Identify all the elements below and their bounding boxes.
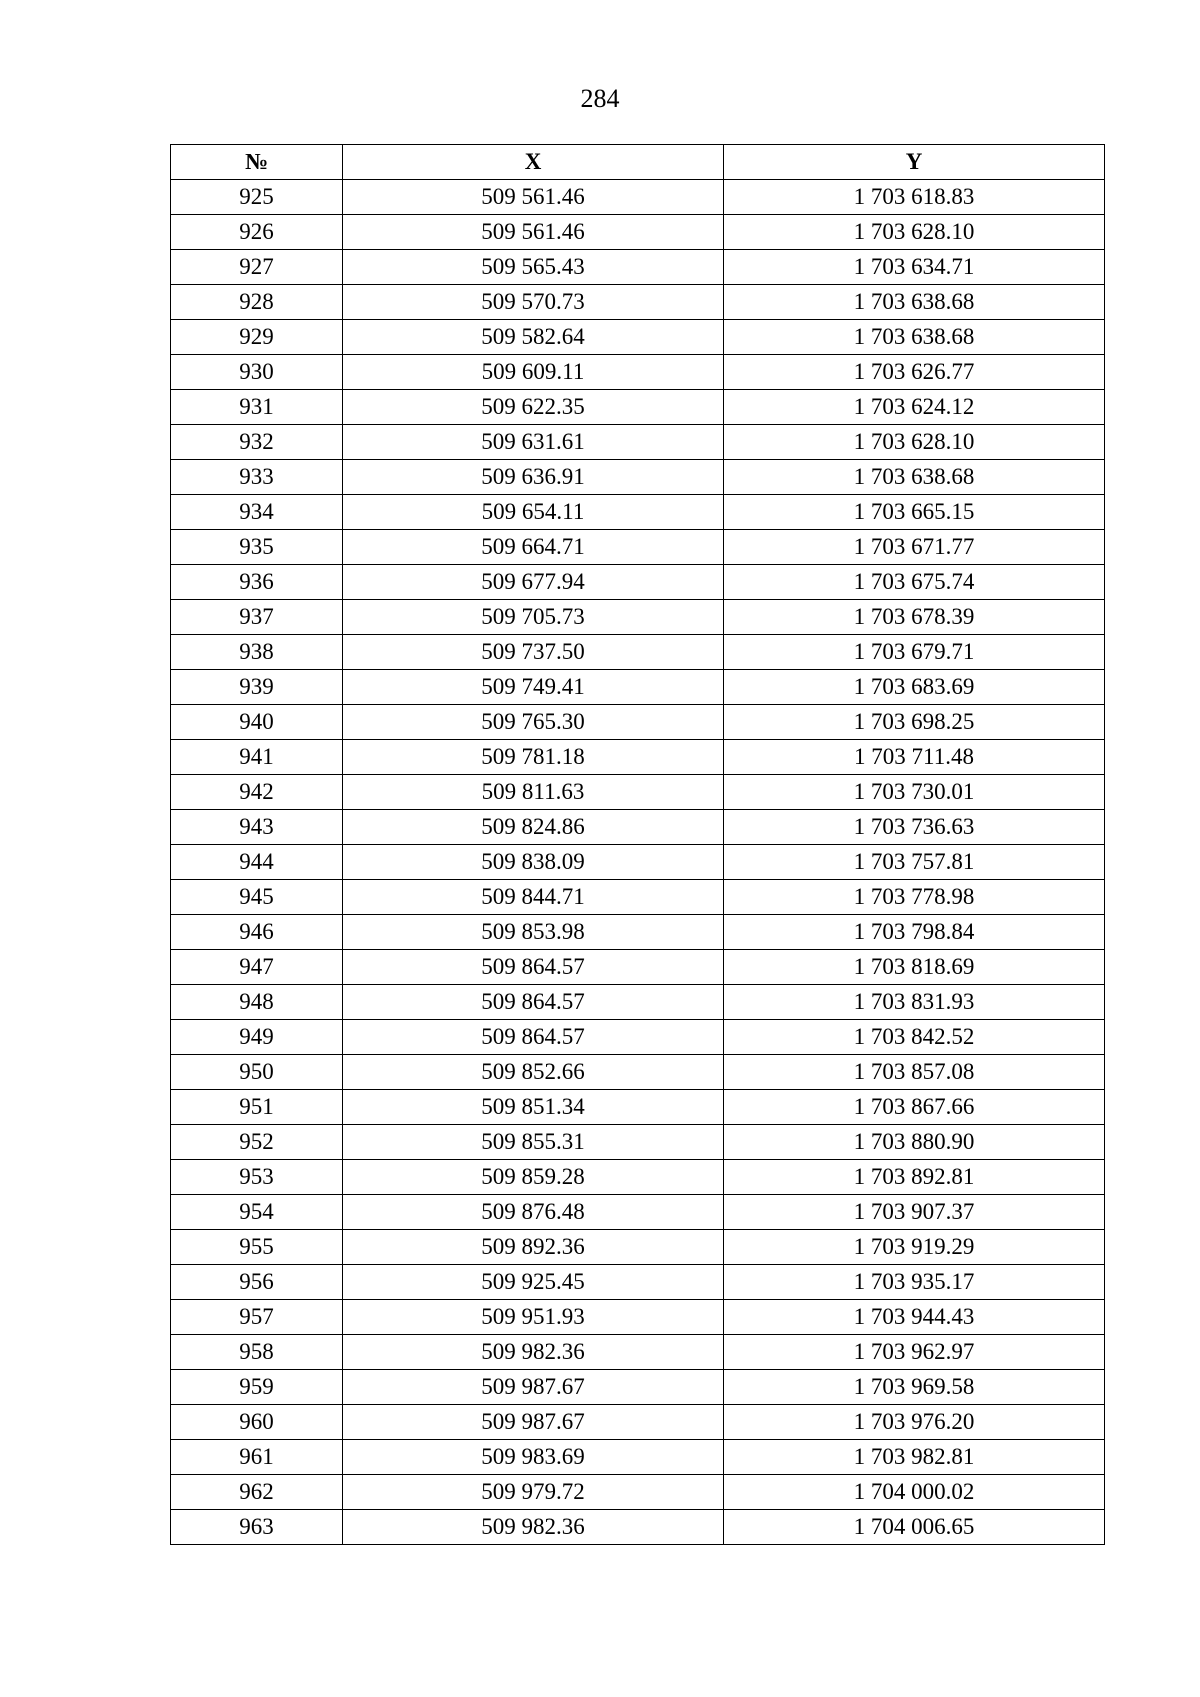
cell-number: 961 [171, 1440, 343, 1475]
cell-y: 1 703 757.81 [724, 845, 1105, 880]
cell-y: 1 703 982.81 [724, 1440, 1105, 1475]
cell-number: 960 [171, 1405, 343, 1440]
cell-x: 509 654.11 [343, 495, 724, 530]
cell-y: 1 703 671.77 [724, 530, 1105, 565]
cell-y: 1 703 976.20 [724, 1405, 1105, 1440]
cell-x: 509 925.45 [343, 1265, 724, 1300]
table-body [171, 180, 1105, 1545]
table-row [171, 1195, 1105, 1230]
cell-y: 1 703 919.29 [724, 1230, 1105, 1265]
cell-x: 509 864.57 [343, 1020, 724, 1055]
cell-number: 942 [171, 775, 343, 810]
table-header [171, 145, 1105, 180]
cell-x: 509 859.28 [343, 1160, 724, 1195]
cell-number: 943 [171, 810, 343, 845]
cell-x: 509 851.34 [343, 1090, 724, 1125]
table-row [171, 1090, 1105, 1125]
cell-number: 937 [171, 600, 343, 635]
cell-y: 1 703 679.71 [724, 635, 1105, 670]
cell-number: 949 [171, 1020, 343, 1055]
cell-x: 509 781.18 [343, 740, 724, 775]
cell-y: 1 703 962.97 [724, 1335, 1105, 1370]
table-row [171, 915, 1105, 950]
cell-y: 1 703 969.58 [724, 1370, 1105, 1405]
table-row [171, 530, 1105, 565]
cell-y: 1 703 818.69 [724, 950, 1105, 985]
header-number: № [171, 145, 343, 180]
cell-x: 509 609.11 [343, 355, 724, 390]
cell-y: 1 703 907.37 [724, 1195, 1105, 1230]
cell-y: 1 703 638.68 [724, 285, 1105, 320]
cell-number: 948 [171, 985, 343, 1020]
cell-number: 950 [171, 1055, 343, 1090]
cell-y: 1 703 638.68 [724, 320, 1105, 355]
cell-number: 947 [171, 950, 343, 985]
table-row [171, 845, 1105, 880]
header-row [171, 145, 1105, 180]
cell-x: 509 811.63 [343, 775, 724, 810]
cell-number: 925 [171, 180, 343, 215]
cell-x: 509 864.57 [343, 950, 724, 985]
table-row [171, 285, 1105, 320]
table-row [171, 1160, 1105, 1195]
table-row [171, 775, 1105, 810]
table-row [171, 460, 1105, 495]
table-row [171, 355, 1105, 390]
cell-number: 929 [171, 320, 343, 355]
cell-x: 509 979.72 [343, 1475, 724, 1510]
cell-x: 509 582.64 [343, 320, 724, 355]
cell-number: 962 [171, 1475, 343, 1510]
cell-y: 1 703 944.43 [724, 1300, 1105, 1335]
cell-x: 509 838.09 [343, 845, 724, 880]
cell-x: 509 622.35 [343, 390, 724, 425]
table-row [171, 495, 1105, 530]
cell-number: 945 [171, 880, 343, 915]
cell-y: 1 704 006.65 [724, 1510, 1105, 1545]
cell-y: 1 703 618.83 [724, 180, 1105, 215]
cell-y: 1 703 842.52 [724, 1020, 1105, 1055]
cell-number: 938 [171, 635, 343, 670]
cell-y: 1 703 634.71 [724, 250, 1105, 285]
cell-x: 509 765.30 [343, 705, 724, 740]
cell-x: 509 561.46 [343, 215, 724, 250]
cell-y: 1 703 665.15 [724, 495, 1105, 530]
cell-number: 953 [171, 1160, 343, 1195]
cell-y: 1 703 831.93 [724, 985, 1105, 1020]
cell-number: 963 [171, 1510, 343, 1545]
cell-y: 1 703 730.01 [724, 775, 1105, 810]
cell-y: 1 703 935.17 [724, 1265, 1105, 1300]
cell-x: 509 631.61 [343, 425, 724, 460]
cell-x: 509 570.73 [343, 285, 724, 320]
cell-number: 939 [171, 670, 343, 705]
page-number: 284 [580, 84, 620, 113]
table-row [171, 1335, 1105, 1370]
cell-y: 1 704 000.02 [724, 1475, 1105, 1510]
cell-number: 935 [171, 530, 343, 565]
cell-x: 509 876.48 [343, 1195, 724, 1230]
cell-y: 1 703 638.68 [724, 460, 1105, 495]
cell-x: 509 864.57 [343, 985, 724, 1020]
table-row [171, 1405, 1105, 1440]
cell-x: 509 951.93 [343, 1300, 724, 1335]
cell-y: 1 703 698.25 [724, 705, 1105, 740]
cell-number: 944 [171, 845, 343, 880]
table-row [171, 705, 1105, 740]
table-row [171, 215, 1105, 250]
table-row [171, 740, 1105, 775]
cell-y: 1 703 624.12 [724, 390, 1105, 425]
cell-number: 952 [171, 1125, 343, 1160]
cell-y: 1 703 857.08 [724, 1055, 1105, 1090]
cell-x: 509 853.98 [343, 915, 724, 950]
cell-x: 509 844.71 [343, 880, 724, 915]
cell-number: 959 [171, 1370, 343, 1405]
cell-x: 509 855.31 [343, 1125, 724, 1160]
table-row [171, 600, 1105, 635]
table-row [171, 1510, 1105, 1545]
table-row [171, 810, 1105, 845]
cell-x: 509 892.36 [343, 1230, 724, 1265]
cell-number: 956 [171, 1265, 343, 1300]
cell-x: 509 982.36 [343, 1335, 724, 1370]
cell-x: 509 987.67 [343, 1370, 724, 1405]
cell-y: 1 703 626.77 [724, 355, 1105, 390]
table-row [171, 1475, 1105, 1510]
cell-y: 1 703 683.69 [724, 670, 1105, 705]
cell-x: 509 983.69 [343, 1440, 724, 1475]
table-row [171, 950, 1105, 985]
cell-number: 954 [171, 1195, 343, 1230]
cell-number: 930 [171, 355, 343, 390]
table-row [171, 1440, 1105, 1475]
cell-y: 1 703 867.66 [724, 1090, 1105, 1125]
cell-number: 931 [171, 390, 343, 425]
cell-number: 941 [171, 740, 343, 775]
table-row [171, 1300, 1105, 1335]
cell-y: 1 703 778.98 [724, 880, 1105, 915]
cell-y: 1 703 798.84 [724, 915, 1105, 950]
cell-number: 957 [171, 1300, 343, 1335]
table-row [171, 320, 1105, 355]
cell-number: 940 [171, 705, 343, 740]
table-row [171, 250, 1105, 285]
cell-y: 1 703 711.48 [724, 740, 1105, 775]
cell-x: 509 565.43 [343, 250, 724, 285]
cell-x: 509 737.50 [343, 635, 724, 670]
table-row [171, 1370, 1105, 1405]
cell-number: 951 [171, 1090, 343, 1125]
table-row [171, 180, 1105, 215]
cell-number: 934 [171, 495, 343, 530]
cell-x: 509 561.46 [343, 180, 724, 215]
cell-x: 509 677.94 [343, 565, 724, 600]
table-row [171, 1125, 1105, 1160]
table-row [171, 1230, 1105, 1265]
coordinates-table [170, 144, 1105, 1545]
table-row [171, 1020, 1105, 1055]
table-row [171, 985, 1105, 1020]
table-row [171, 425, 1105, 460]
table-row [171, 670, 1105, 705]
cell-y: 1 703 675.74 [724, 565, 1105, 600]
cell-number: 932 [171, 425, 343, 460]
cell-number: 946 [171, 915, 343, 950]
cell-number: 926 [171, 215, 343, 250]
table-row [171, 880, 1105, 915]
cell-x: 509 987.67 [343, 1405, 724, 1440]
table-row [171, 1265, 1105, 1300]
cell-number: 933 [171, 460, 343, 495]
cell-x: 509 705.73 [343, 600, 724, 635]
cell-y: 1 703 880.90 [724, 1125, 1105, 1160]
cell-number: 936 [171, 565, 343, 600]
cell-y: 1 703 678.39 [724, 600, 1105, 635]
cell-x: 509 749.41 [343, 670, 724, 705]
cell-x: 509 664.71 [343, 530, 724, 565]
cell-y: 1 703 736.63 [724, 810, 1105, 845]
cell-y: 1 703 892.81 [724, 1160, 1105, 1195]
header-y: Y [724, 145, 1105, 180]
cell-x: 509 852.66 [343, 1055, 724, 1090]
table-row [171, 565, 1105, 600]
cell-number: 955 [171, 1230, 343, 1265]
cell-x: 509 824.86 [343, 810, 724, 845]
cell-y: 1 703 628.10 [724, 425, 1105, 460]
table-row [171, 390, 1105, 425]
cell-x: 509 636.91 [343, 460, 724, 495]
cell-number: 928 [171, 285, 343, 320]
cell-number: 958 [171, 1335, 343, 1370]
header-x: X [343, 145, 724, 180]
cell-y: 1 703 628.10 [724, 215, 1105, 250]
cell-x: 509 982.36 [343, 1510, 724, 1545]
table-row [171, 1055, 1105, 1090]
cell-number: 927 [171, 250, 343, 285]
table-row [171, 635, 1105, 670]
